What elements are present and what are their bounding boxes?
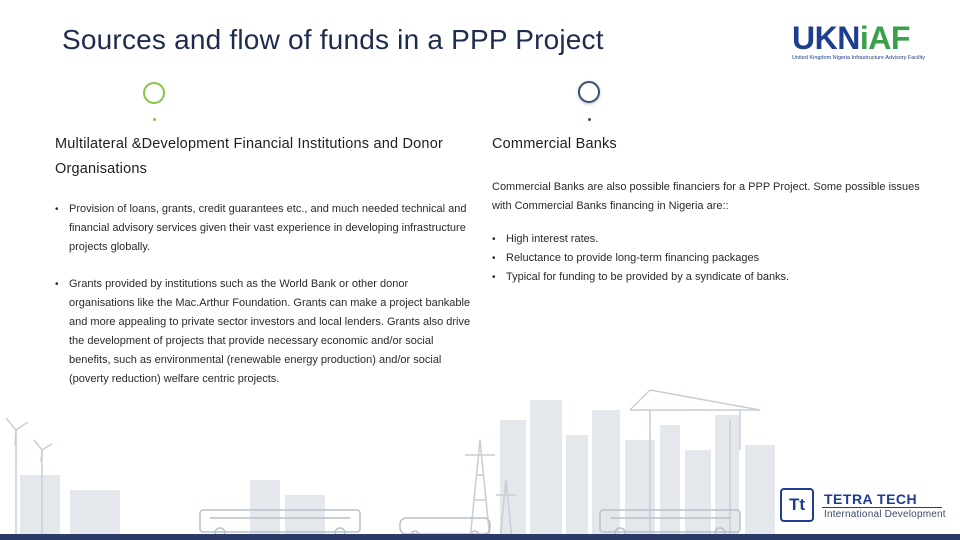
tetra-tech-logo — [780, 488, 950, 524]
left-column-marker-circle — [143, 82, 165, 104]
list-item: • Typical for funding to be provided by a syndicate of banks. — [492, 268, 942, 287]
left-bullet-list — [55, 200, 475, 389]
right-column — [492, 132, 942, 287]
list-item: • Grants provided by institutions such as the World Bank or other donor organisations like the Mac.Arthur Foundation. Grants can make a project bankable and more appealing to private sector investors and local lenders. Grants also drive the development of projects that provide necessary economic and/or social benefits, such as environmental (renewable energy production) and/or social (poverty reduction) welfare centric projects. — [55, 275, 475, 389]
list-item: • Reluctance to provide long-term financing packages — [492, 249, 942, 268]
tetra-tech-divider — [822, 507, 942, 508]
tetra-tech-mark-icon: Tt — [780, 488, 814, 522]
list-item: • High interest rates. — [492, 230, 942, 249]
right-column-marker-circle — [578, 81, 600, 103]
left-column-heading: Multilateral &Development Financial Institutions and Donor Organisations — [55, 136, 443, 177]
slide-title: Sources and flow of funds in a PPP Project — [62, 24, 604, 55]
right-bullet-list — [492, 230, 942, 287]
right-column-marker-dot — [588, 118, 591, 121]
right-column-intro: Commercial Banks are also possible financiers for a PPP Project. Some possible issues with Commercial Banks financing in Nigeria are:: — [492, 181, 920, 212]
left-column-marker-dot — [153, 118, 156, 121]
list-item: • Provision of loans, grants, credit guarantees etc., and much needed technical and financial advisory services given their vast experience in developing infrastructure projects globally. — [55, 200, 475, 257]
right-column-heading: Commercial Banks — [492, 136, 617, 152]
tetra-tech-subtitle: International Development — [824, 509, 946, 520]
bottom-accent-bar — [0, 534, 960, 540]
ukniaf-logo-subtitle: United Kingdom Nigeria Infrastructure Advisory Facility — [792, 55, 925, 61]
tetra-tech-name: TETRA TECH — [824, 491, 918, 507]
left-column — [55, 132, 475, 407]
ukniaf-logo: UKNiAF United Kingdom Nigeria Infrastructure Advisory Facility — [792, 22, 937, 66]
